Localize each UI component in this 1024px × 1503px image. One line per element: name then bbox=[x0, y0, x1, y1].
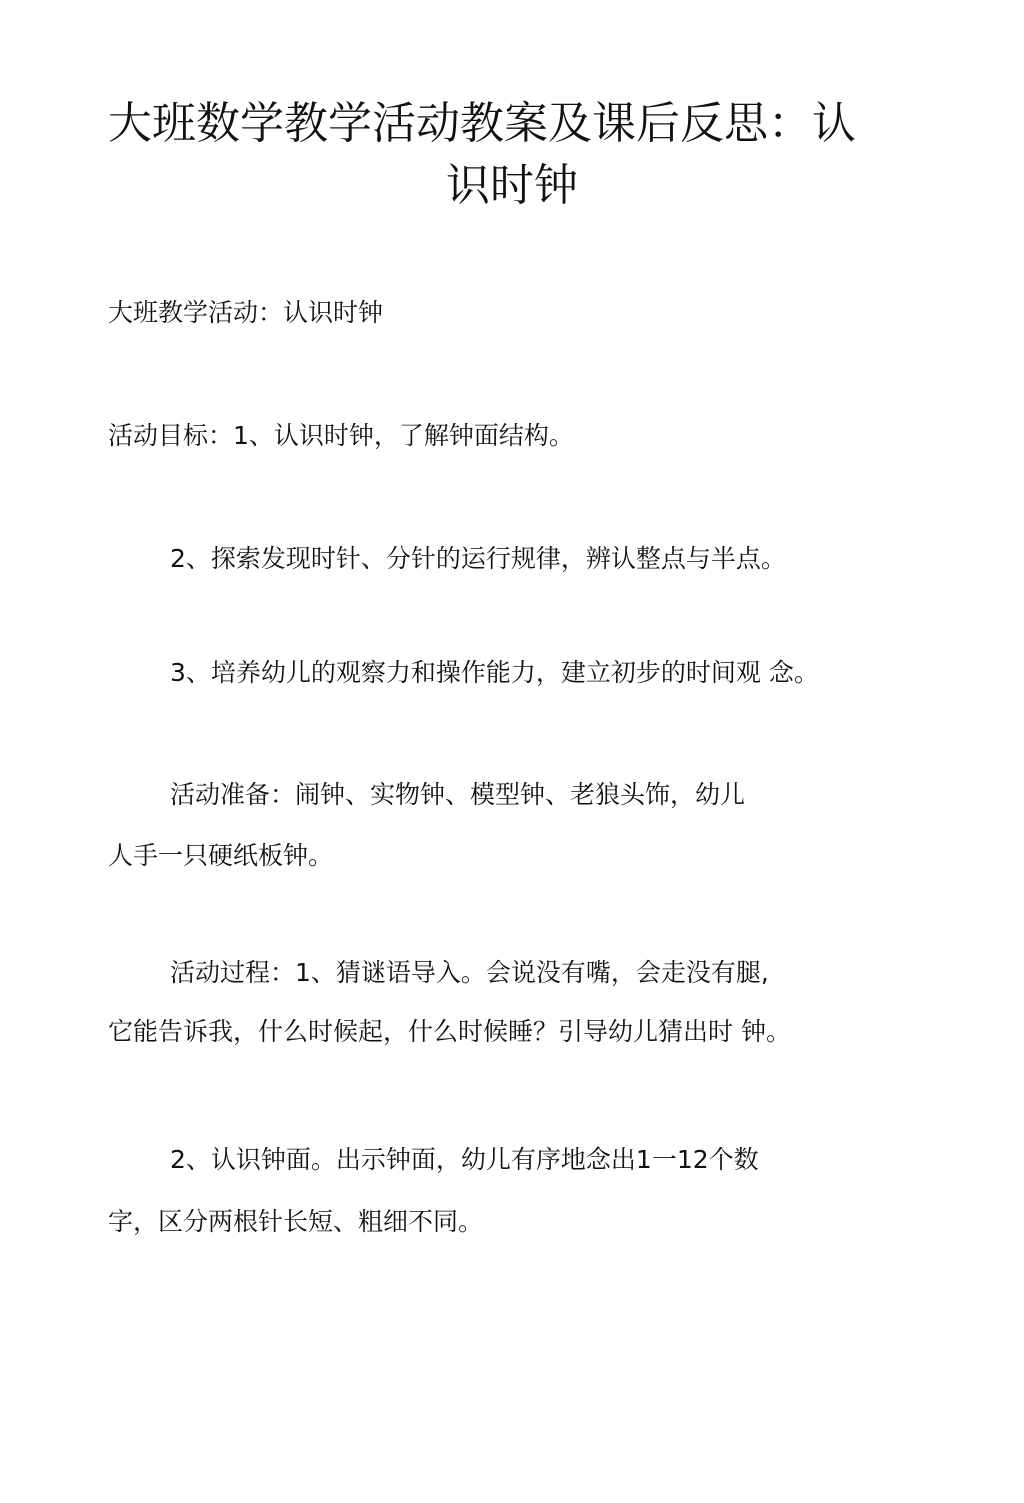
activity-process-2-cont: 字，区分两根针长短、粗细不同。 bbox=[108, 1207, 484, 1236]
activity-preparation: 活动准备：闹钟、实物钟、模型钟、老狼头饰，幼儿 bbox=[170, 780, 746, 809]
document-title-line-1: 大班数学教学活动教案及课后反思：认 bbox=[108, 98, 856, 149]
activity-process-1-cont: 它能告诉我，什么时候起，什么时候睡？引导幼儿猜出时 钟。 bbox=[108, 1017, 791, 1046]
activity-goal-3: 3、培养幼儿的观察力和操作能力，建立初步的时间观 念。 bbox=[170, 658, 819, 687]
activity-goal-2: 2、探索发现时针、分针的运行规律，辨认整点与半点。 bbox=[170, 544, 786, 573]
activity-preparation-cont: 人手一只硬纸板钟。 bbox=[108, 841, 334, 870]
activity-goal-1: 活动目标：1、认识时钟，了解钟面结构。 bbox=[108, 421, 574, 450]
document-title-line-2: 识时钟 bbox=[446, 160, 578, 211]
activity-process-1: 活动过程：1、猜谜语导入。会说没有嘴，会走没有腿, bbox=[170, 958, 769, 987]
activity-name: 大班教学活动：认识时钟 bbox=[108, 298, 384, 327]
activity-process-2: 2、认识钟面。出示钟面，幼儿有序地念出1一12个数 bbox=[170, 1145, 759, 1174]
